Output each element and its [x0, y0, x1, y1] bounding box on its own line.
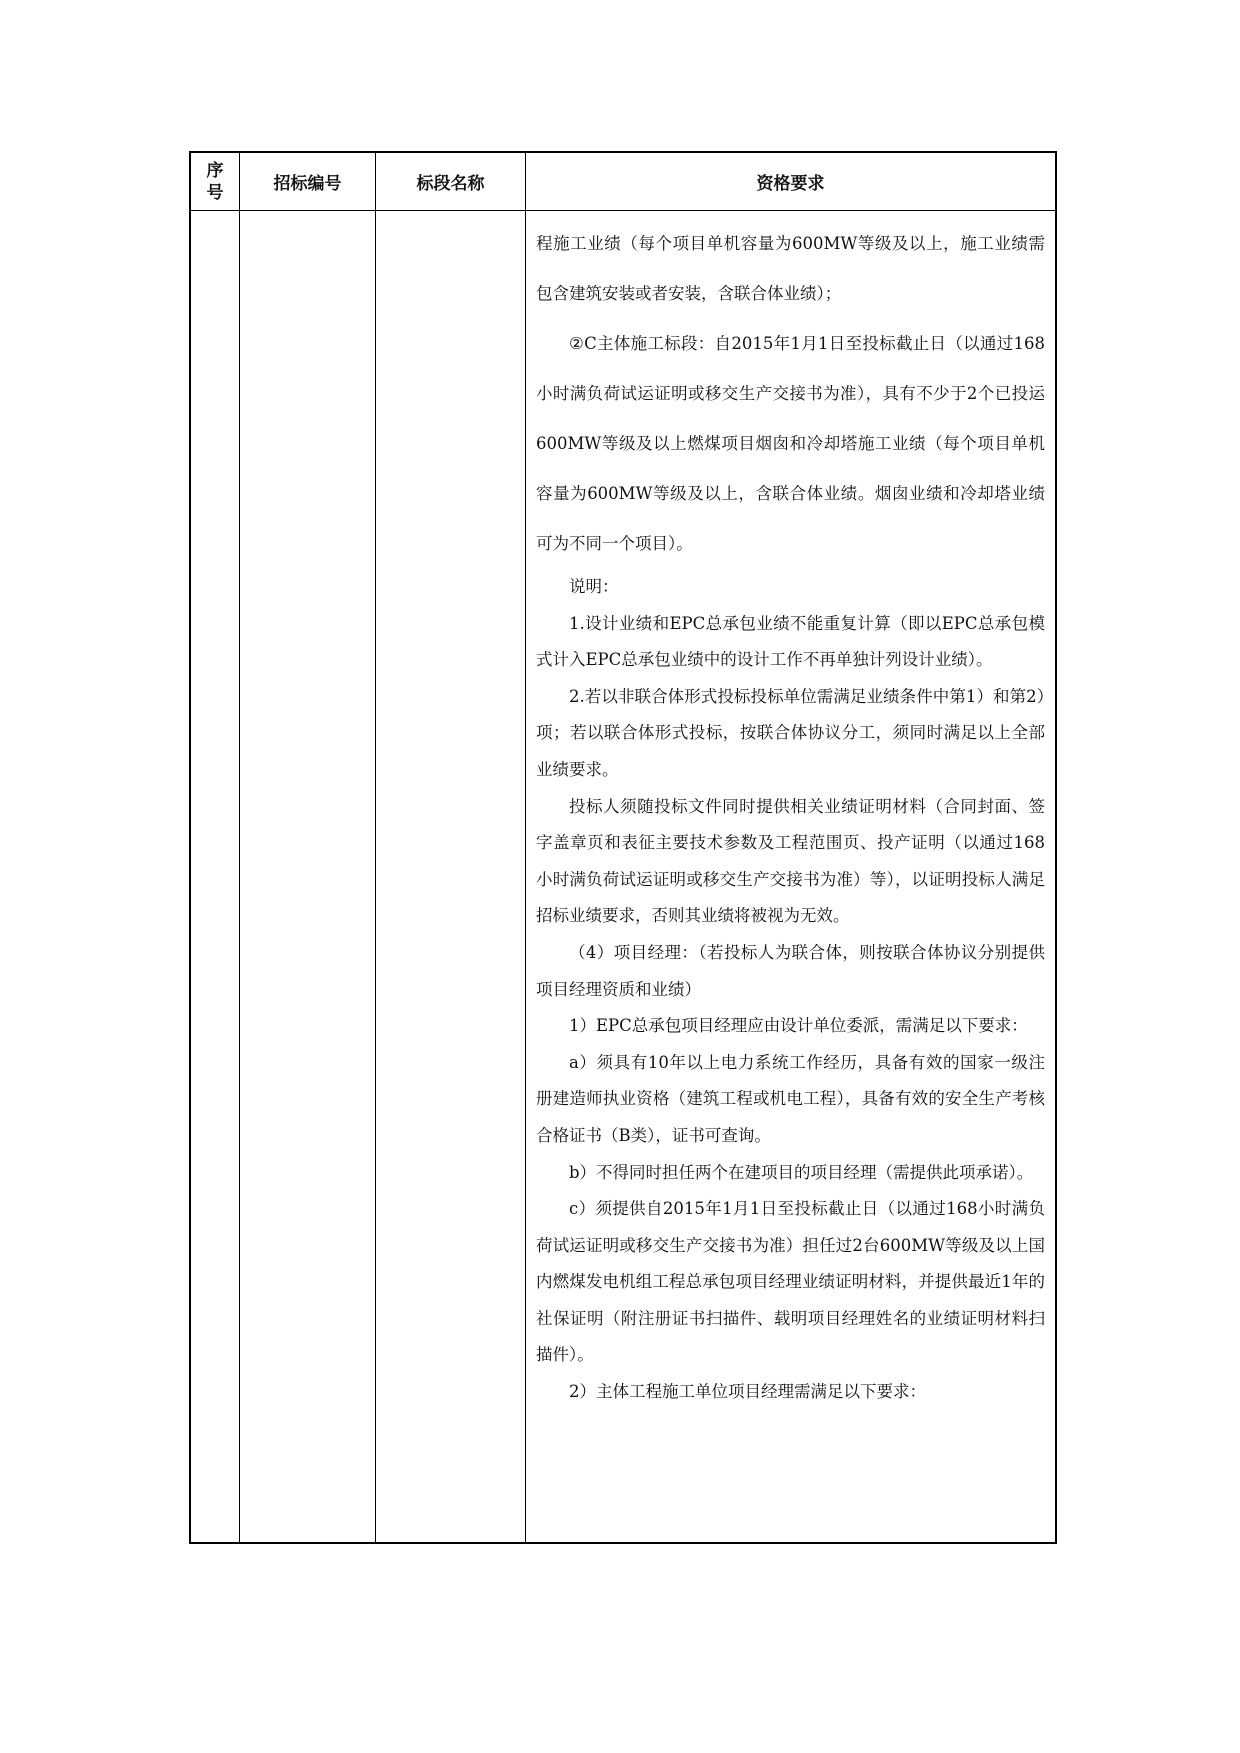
header-seq-line2: 号 — [206, 182, 224, 203]
requirement-paragraph: c）须提供自2015年1月1日至投标截止日（以通过168小时满负荷试运证明或移交生产交接书为准）担任过2台600MW等级及以上国内燃煤发电机组工程总承包项目经理业绩证明材料，并提供最近1年的社保证明（附注册证书扫描件、载明项目经理姓名的业绩证明材料扫描件）。 — [536, 1199, 1045, 1365]
header-seq — [191, 153, 239, 210]
requirement-paragraph: 说明： — [569, 577, 619, 596]
column-divider — [375, 153, 376, 1542]
requirement-paragraph: 1）EPC总承包项目经理应由设计单位委派，需满足以下要求： — [569, 1016, 1028, 1036]
requirement-paragraph: ②C主体施工标段：自2015年1月1日至投标截止日（以通过168小时满负荷试运证明或移交生产交接书为准），具有不少于2个已投运600MW等级及以上燃煤项目烟囱和冷却塔施工业绩（每个项目单机容量为600MW等级及以上，含联合体业绩。烟囱业绩和冷却塔业绩可为不同一个项目）。 — [536, 334, 1045, 553]
column-divider — [239, 153, 240, 1542]
qualification-table — [189, 151, 1057, 1544]
header-requirements: 资格要求 — [756, 174, 825, 194]
requirement-paragraph: a）须具有10年以上电力系统工作经历，具备有效的国家一级注册建造师执业资格（建筑工程或机电工程），具备有效的安全生产考核合格证书（B类），证书可查询。 — [536, 1052, 1045, 1145]
header-section-name: 标段名称 — [416, 174, 485, 194]
requirement-paragraph: （4）项目经理：（若投标人为联合体，则按联合体协议分别提供项目经理资质和业绩） — [536, 942, 1045, 999]
requirement-paragraph: 2）主体工程施工单位项目经理需满足以下要求： — [569, 1382, 926, 1402]
requirement-paragraph: 程施工业绩（每个项目单机容量为600MW等级及以上，施工业绩需包含建筑安装或者安装，含联合体业绩）； — [536, 234, 1045, 303]
requirement-paragraph: 1.设计业绩和EPC总承包业绩不能重复计算（即以EPC总承包模式计入EPC总承包业绩中的设计工作不再单独计列设计业绩）。 — [536, 613, 1045, 670]
requirement-paragraph: 2.若以非联合体形式投标投标单位需满足业绩条件中第1）和第2）项；若以联合体形式投标，按联合体协议分工，须同时满足以上全部业绩要求。 — [536, 686, 1045, 779]
requirement-paragraph: b）不得同时担任两个在建项目的项目经理（需提供此项承诺）。 — [569, 1162, 1034, 1182]
requirements-cell — [526, 211, 1055, 1542]
header-seq-line1: 序 — [206, 160, 224, 181]
header-bid-no: 招标编号 — [273, 174, 342, 194]
requirement-paragraph: 投标人须随投标文件同时提供相关业绩证明材料（合同封面、签字盖章页和表征主要技术参数及工程范围页、投产证明（以通过168小时满负荷试运证明或移交生产交接书为准）等），以证明投标人满足招标业绩要求，否则其业绩将被视为无效。 — [536, 796, 1045, 926]
